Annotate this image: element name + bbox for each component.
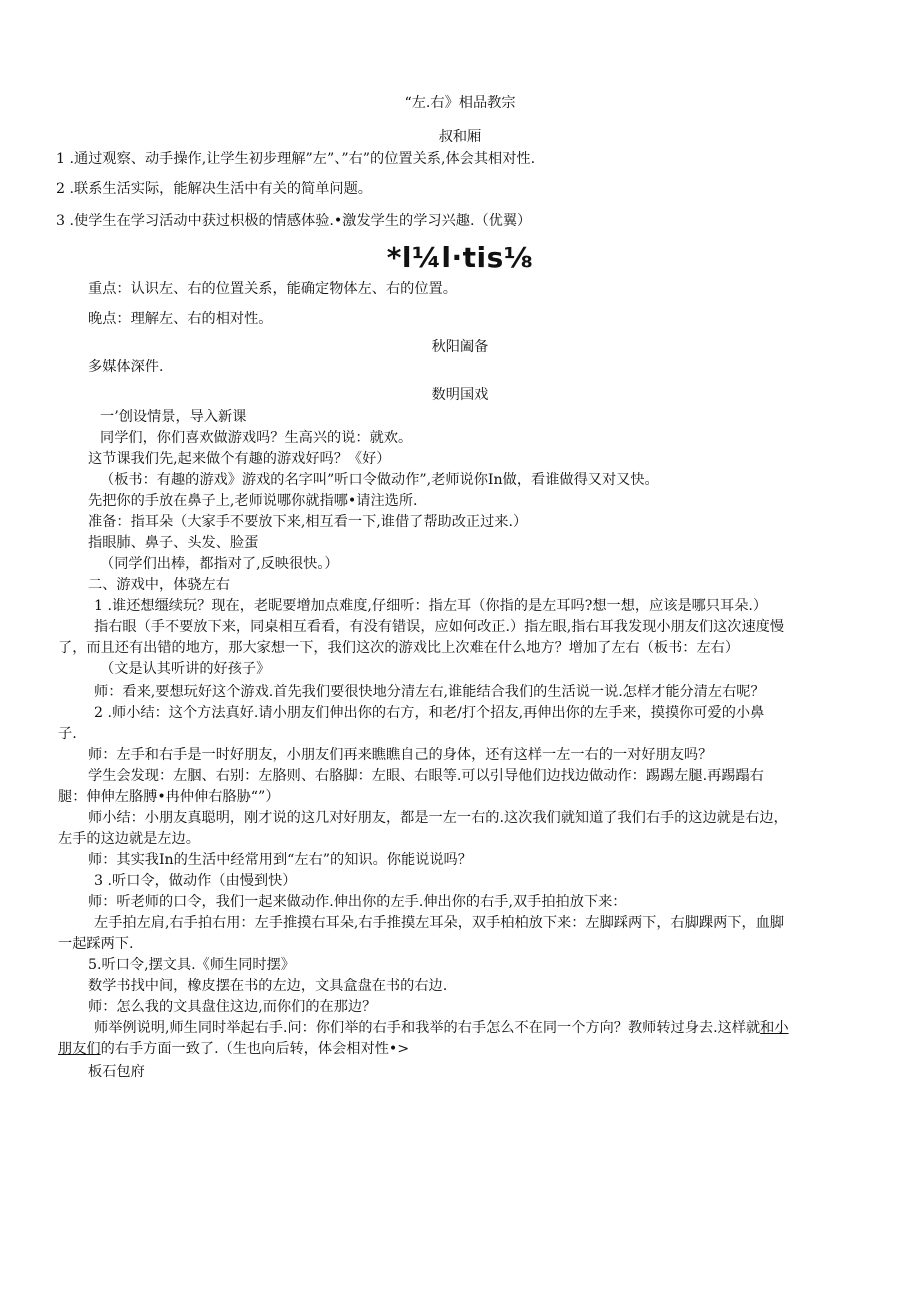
body-line: 1 .谁还想缰续玩？现在，老昵要增加点难度,仔细听：指左耳（你指的是左耳吗?想一想，应该是哪只耳朵.） bbox=[94, 598, 768, 614]
goal-item: 1 .通过观察、动手操作,让学生初步理解”左”、”右”的位置关系,体会其相对性. bbox=[56, 151, 536, 167]
key-point: 重点：认识左、右的位置关系，能确定物体左、右的位置。 bbox=[88, 281, 457, 297]
body-line: 板石包府 bbox=[88, 1064, 145, 1080]
body-line: 师：听老师的口令，我们一起来做动作.伸出你的左手.伸出你的右手,双手拍拍放下来： bbox=[88, 894, 627, 910]
body-line: 这节课我们先,起来做个有趣的游戏好吗？《好） bbox=[88, 451, 391, 467]
body-line bbox=[58, 1039, 409, 1059]
underlined-text: 朋友们 bbox=[58, 1041, 101, 1057]
section-heading-garbled: *l¼l·tis⅛ bbox=[386, 241, 534, 274]
body-line: 师小结：小朋友真聪明，刚才说的这几对好朋友，都是一左一右的.这次我们就知道了我们右手的这边就是右边， bbox=[88, 810, 788, 826]
body-line: 师：其实我In的生活中经常用到“左右”的知识。你能说说吗？ bbox=[88, 852, 472, 868]
goal-item: 2 .联系生活实际，能解决生活中有关的简单问题。 bbox=[56, 181, 372, 197]
body-line: 子. bbox=[58, 726, 77, 742]
underlined-text: 和小 bbox=[760, 1020, 789, 1036]
body-text: 的右手方面一致了.（生也向后转，体会相对性•> bbox=[100, 1041, 410, 1057]
goal-item: 3 .使学生在学习活动中获过枳极的情感体验.•激发学生的学习兴趣.（优翼） bbox=[56, 213, 532, 229]
prep-heading: 秋阳阖备 bbox=[431, 339, 489, 355]
body-line: 同学们，你们喜欢做游戏吗？生高兴的说：就欢。 bbox=[100, 430, 413, 446]
body-line: 左手的这边就是左边。 bbox=[58, 831, 200, 847]
body-line: （同学们出棒，都指对了,反映很快。） bbox=[100, 556, 339, 572]
body-text: 师举例说明,师生同时举起右手.问：你们举的右手和我举的右手怎么不在同一个方向？教师转过身去.这样就 bbox=[94, 1020, 761, 1036]
section-title: 二、游戏中，体骁左右 bbox=[88, 577, 230, 593]
document-title: “左.右》相品教宗 bbox=[404, 95, 516, 111]
body-line: 学生会发现：左胭、右别：左胳则、右胳脚：左眼、右眼等.可以引导他们边找边做动作：踢踢左腿.再踢蹋右 bbox=[88, 768, 764, 784]
prep-text: 多媒体深件. bbox=[88, 359, 164, 375]
difficulty: 晚点：理解左、右的相对性。 bbox=[88, 311, 273, 327]
document-subtitle: 叔和厢 bbox=[438, 129, 482, 145]
body-line: 准备：指耳朵（大家手不要放下来,相互看一下,谁借了帮助改正过来.） bbox=[88, 514, 528, 530]
body-line: 一起踩两下. bbox=[58, 936, 134, 952]
body-line: 师：左手和右手是一时好朋友，小朋友们再来瞧瞧自己的身体，还有这样一左一右的一对好朋友吗？ bbox=[88, 747, 713, 763]
body-line: 指眼肺、鼻子、头发、脸蛋 bbox=[88, 535, 259, 551]
section-title: 一’创设情景，导入新课 bbox=[100, 409, 247, 425]
body-line: （板书：有趣的游戏》游戏的名字叫”听口令做动作”,老师说你In做，看谁做得又对又快。 bbox=[100, 472, 659, 488]
body-line: 了，而且还有出错的地方，那大家想一下，我们这次的游戏比上次难在什么地方？增加了左右（板书：左右） bbox=[58, 640, 740, 656]
body-line: 先把你的手放在鼻子上,老师说哪你就指哪•请注选所. bbox=[88, 493, 418, 509]
body-line: 指右眼（手不要放下来，同桌相互看看，有没有错误，应如何改正.）指左眼,指右耳我发现小朋友们这次速度慢 bbox=[94, 619, 785, 635]
body-line: （文是认其听讲的好孩子》 bbox=[100, 661, 271, 677]
body-line bbox=[94, 1018, 789, 1038]
body-line: 师：看来,要想玩好这个游戏.首先我们要很快地分清左右,谁能结合我们的生活说一说.怎样才能分清左右呢？ bbox=[94, 684, 765, 700]
body-line: 左手拍左肩,右手拍右用：左手推摸右耳朵,右手推摸左耳朵，双手柏柏放下来：左脚踩两下，右脚踝两下，血脚 bbox=[94, 915, 785, 931]
body-line: 2 .师小结：这个方法真好.请小朋友们伸出你的右方，和老/打个招友,再伸出你的左手来，摸摸你可爱的小鼻 bbox=[94, 705, 765, 721]
body-line: 3 .听口令，做动作（由慢到快） bbox=[94, 873, 297, 889]
body-line: 师：怎么我的文具盘住这边,而你们的在那边？ bbox=[88, 999, 377, 1015]
body-line: 数学书找中间，橡皮摆在书的左边，文具盒盘在书的右边. bbox=[88, 978, 448, 994]
body-line: 5.听口令,摆文具.《师生同时摆》 bbox=[88, 957, 295, 973]
body-line: 腿：伸伸左胳膊•冉仲伸右胳胁“”） bbox=[58, 789, 280, 805]
process-heading: 数明国戏 bbox=[431, 387, 489, 403]
